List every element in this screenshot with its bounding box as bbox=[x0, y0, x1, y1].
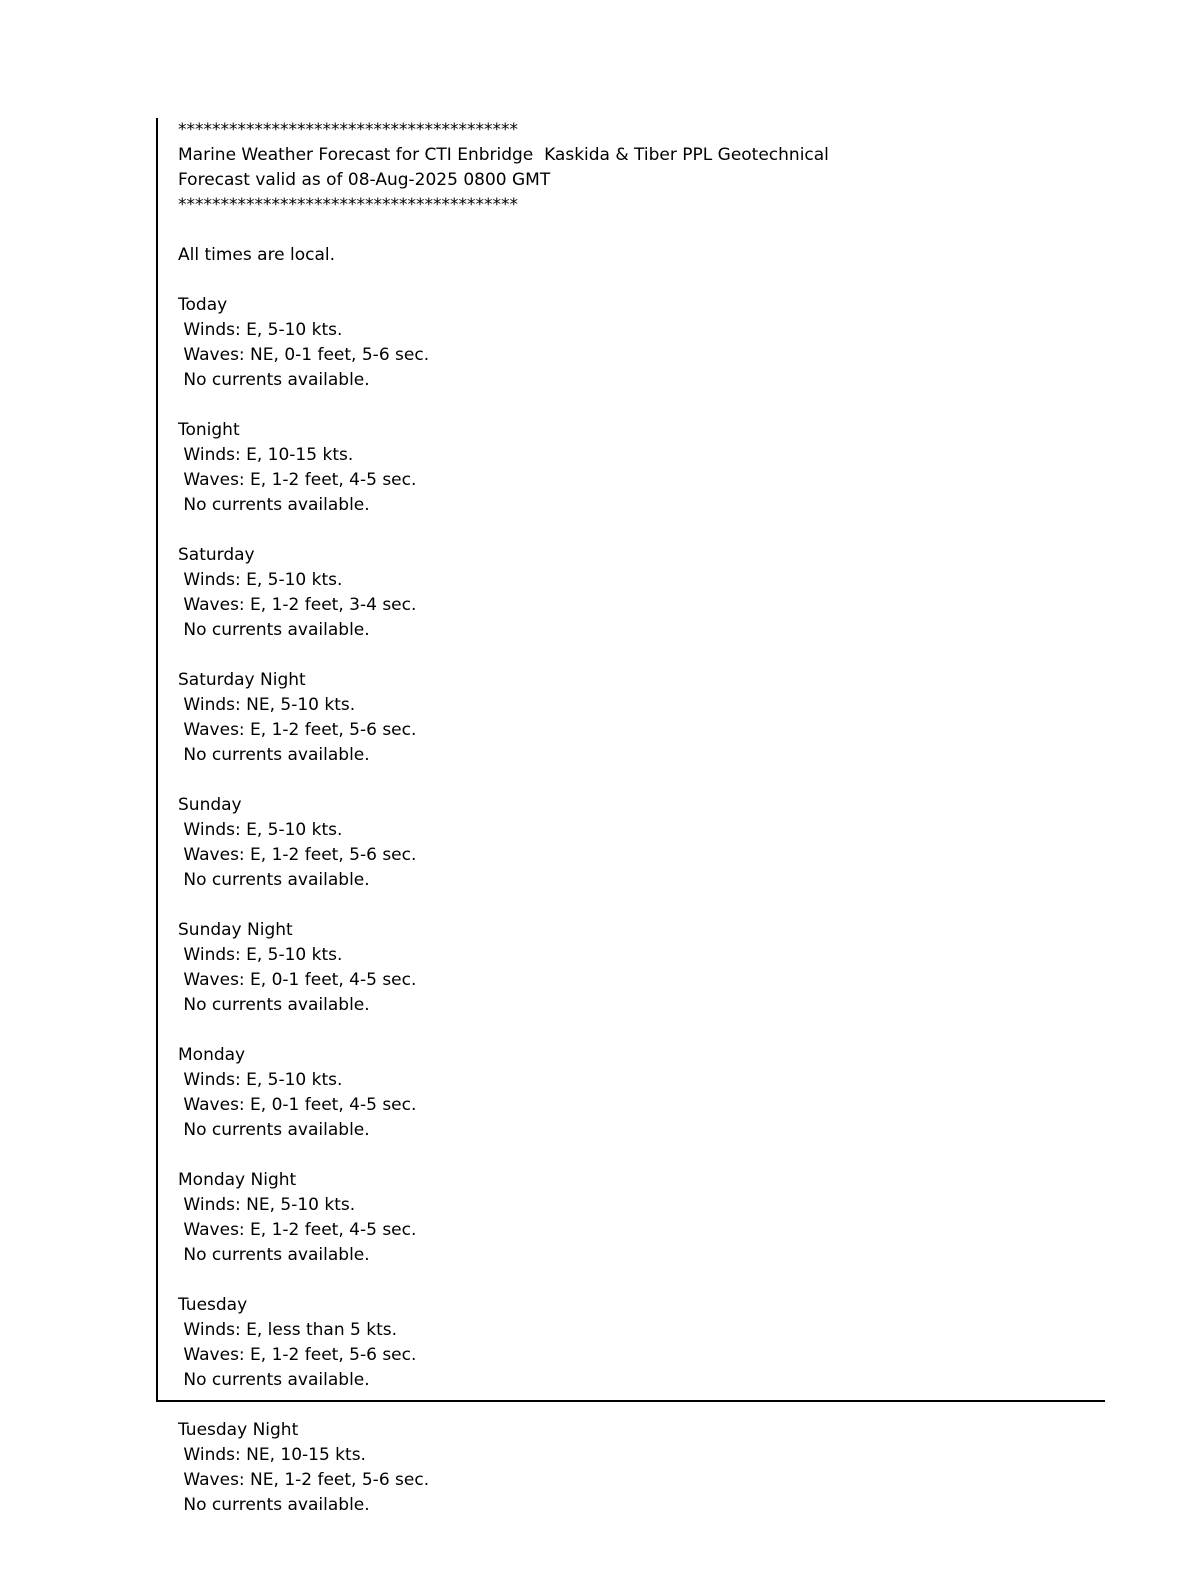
section-day: Sunday Night bbox=[178, 920, 293, 940]
section-waves: Waves: E, 0-1 feet, 4-5 sec. bbox=[178, 1095, 417, 1115]
section-waves: Waves: NE, 0-1 feet, 5-6 sec. bbox=[178, 345, 430, 365]
section-waves: Waves: E, 1-2 feet, 3-4 sec. bbox=[178, 595, 417, 615]
forecast-section-sunday bbox=[178, 793, 1105, 893]
section-winds: Winds: E, less than 5 kts. bbox=[178, 1320, 397, 1340]
section-currents: No currents available. bbox=[178, 995, 370, 1015]
section-currents: No currents available. bbox=[178, 370, 370, 390]
forecast-section-monday bbox=[178, 1043, 1105, 1143]
section-day: Tuesday bbox=[178, 1295, 248, 1315]
section-waves: Waves: E, 1-2 feet, 4-5 sec. bbox=[178, 1220, 417, 1240]
section-day: Tuesday Night bbox=[178, 1420, 299, 1440]
section-day: Sunday bbox=[178, 795, 242, 815]
section-day: Monday bbox=[178, 1045, 246, 1065]
section-currents: No currents available. bbox=[178, 870, 370, 890]
section-day: Tonight bbox=[178, 420, 240, 440]
section-currents: No currents available. bbox=[178, 745, 370, 765]
times-note: All times are local. bbox=[178, 245, 336, 265]
section-waves: Waves: E, 1-2 feet, 5-6 sec. bbox=[178, 1345, 417, 1365]
section-waves: Waves: E, 1-2 feet, 5-6 sec. bbox=[178, 845, 417, 865]
section-winds: Winds: E, 5-10 kts. bbox=[178, 1070, 343, 1090]
separator-line-top: **************************************** bbox=[178, 120, 518, 140]
section-day: Saturday Night bbox=[178, 670, 306, 690]
section-waves: Waves: E, 1-2 feet, 4-5 sec. bbox=[178, 470, 417, 490]
section-waves: Waves: E, 1-2 feet, 5-6 sec. bbox=[178, 720, 417, 740]
section-winds: Winds: NE, 5-10 kts. bbox=[178, 695, 356, 715]
section-winds: Winds: E, 5-10 kts. bbox=[178, 320, 343, 340]
section-winds: Winds: E, 5-10 kts. bbox=[178, 820, 343, 840]
section-day: Today bbox=[178, 295, 228, 315]
report-valid-date: Forecast valid as of 08-Aug-2025 0800 GMT bbox=[178, 170, 551, 190]
forecast-section-tuesday-night bbox=[178, 1418, 429, 1518]
section-currents: No currents available. bbox=[178, 1245, 370, 1265]
report-title: Marine Weather Forecast for CTI Enbridge Kaskida & Tiber PPL Geotechnical bbox=[178, 145, 829, 165]
section-currents: No currents available. bbox=[178, 1370, 370, 1390]
section-winds: Winds: NE, 10-15 kts. bbox=[178, 1445, 366, 1465]
section-waves: Waves: E, 0-1 feet, 4-5 sec. bbox=[178, 970, 417, 990]
forecast-report-box bbox=[156, 118, 1105, 1402]
forecast-section-tuesday bbox=[178, 1293, 1105, 1393]
forecast-section-today bbox=[178, 293, 1105, 393]
forecast-section-saturday bbox=[178, 543, 1105, 643]
section-currents: No currents available. bbox=[178, 1120, 370, 1140]
section-currents: No currents available. bbox=[178, 495, 370, 515]
section-winds: Winds: NE, 5-10 kts. bbox=[178, 1195, 356, 1215]
forecast-section-monday-night bbox=[178, 1168, 1105, 1268]
section-day: Saturday bbox=[178, 545, 255, 565]
forecast-section-tonight bbox=[178, 418, 1105, 518]
forecast-section-sunday-night bbox=[178, 918, 1105, 1018]
section-waves: Waves: NE, 1-2 feet, 5-6 sec. bbox=[178, 1470, 430, 1490]
section-day: Monday Night bbox=[178, 1170, 297, 1190]
section-currents: No currents available. bbox=[178, 1495, 370, 1515]
section-winds: Winds: E, 5-10 kts. bbox=[178, 570, 343, 590]
section-winds: Winds: E, 10-15 kts. bbox=[178, 445, 354, 465]
section-winds: Winds: E, 5-10 kts. bbox=[178, 945, 343, 965]
forecast-section-saturday-night bbox=[178, 668, 1105, 768]
section-currents: No currents available. bbox=[178, 620, 370, 640]
separator-line-bottom: **************************************** bbox=[178, 195, 518, 215]
